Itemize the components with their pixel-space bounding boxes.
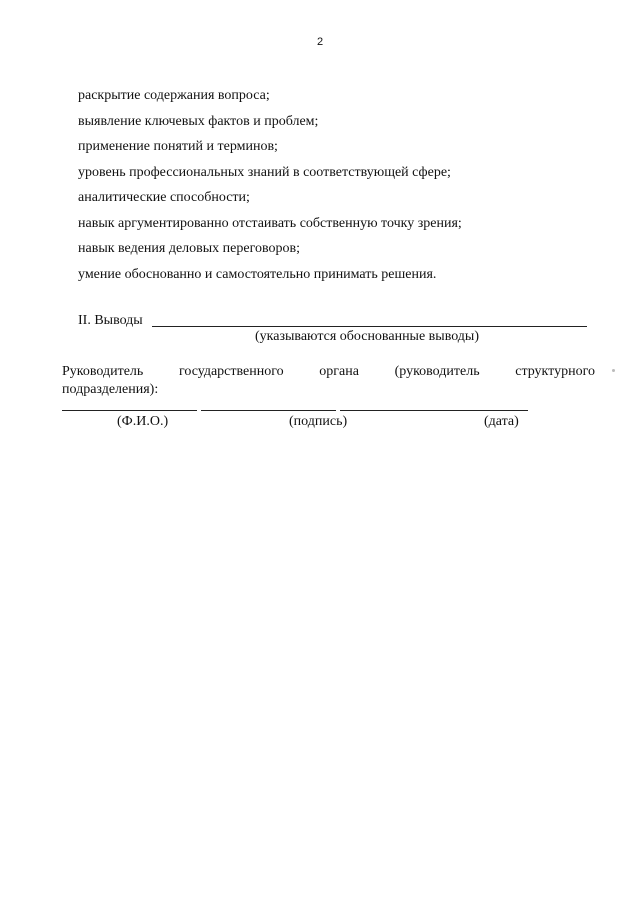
criteria-item: навык аргументированно отстаивать собственную точку зрения; [78,215,462,231]
criteria-item: выявление ключевых фактов и проблем; [78,113,319,129]
head-word: структурного [515,364,595,379]
criteria-item: раскрытие содержания вопроса; [78,88,270,103]
head-title-line [62,362,595,382]
criteria-item: умение обоснованно и самостоятельно принимать решения. [78,266,437,282]
date-caption: (дата) [484,414,519,429]
conclusions-fill-line [152,326,587,327]
signature-caption: (подпись) [289,414,348,429]
head-title-continuation: подразделения): [62,382,159,397]
head-word: (руководитель [394,364,480,379]
fio-line [62,410,197,411]
page-number: 2 [316,36,324,48]
signature-line [201,410,336,411]
conclusions-heading [78,311,143,331]
conclusions-label: II. Выводы [78,313,143,328]
criteria-list [78,86,462,290]
criteria-item: навык ведения деловых переговоров; [78,241,301,256]
fio-caption: (Ф.И.О.) [117,414,169,429]
criteria-item: уровень профессиональных знаний в соответствующей сфере; [78,164,451,180]
date-line [340,410,528,411]
conclusions-caption: (указываются обоснованные выводы) [255,329,479,344]
criteria-item: применение понятий и терминов; [78,139,278,154]
scan-dot [612,369,615,372]
head-word: государственного [178,364,284,379]
head-word: органа [319,364,359,379]
criteria-item: аналитические способности; [78,190,250,205]
head-word: Руководитель [62,364,144,379]
